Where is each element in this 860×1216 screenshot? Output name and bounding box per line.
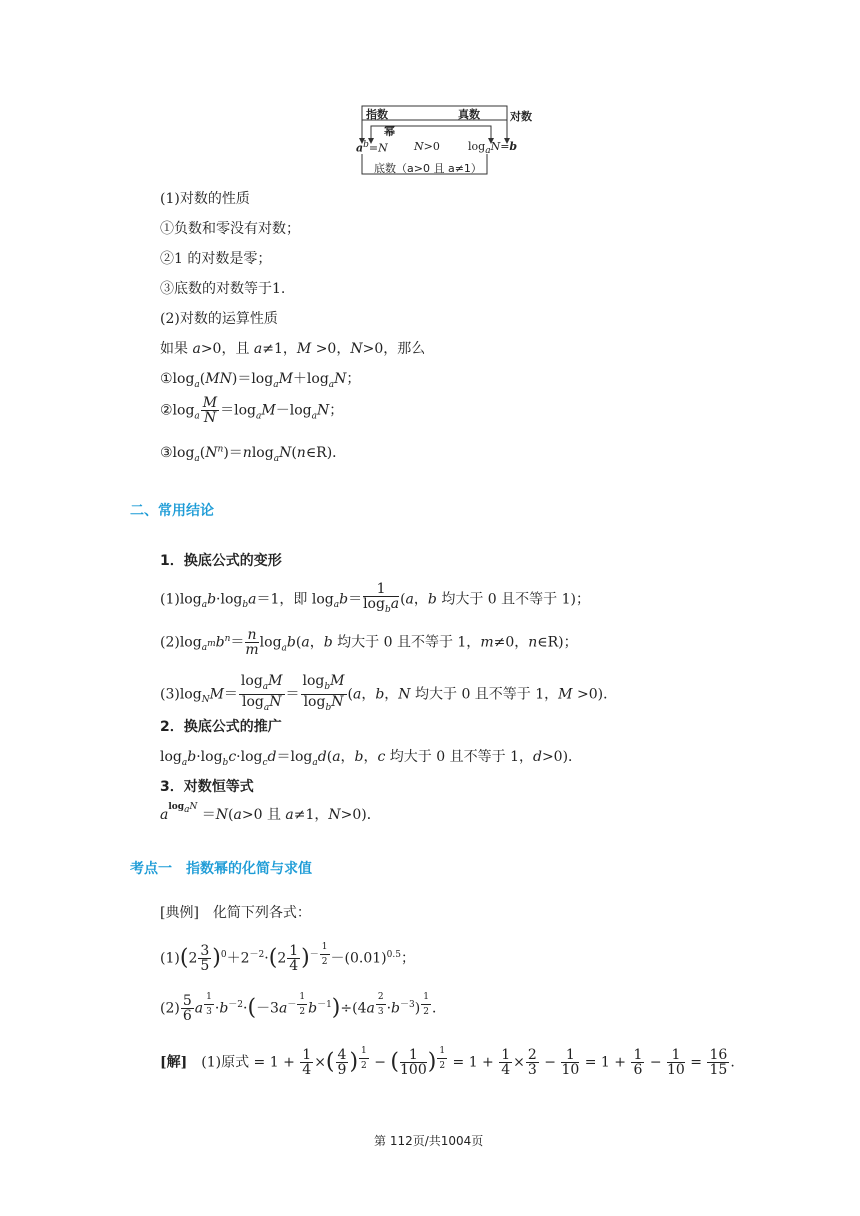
diagram-formula-exp: $a^b=N$ — [356, 140, 388, 155]
subheading-log-identity: 3．对数恒等式 — [160, 779, 254, 795]
formula-variant-3: $(3)\log_NM=$ $\frac{\log_aM}{\log_aN}$ ＝ $\frac{\log_bM}{\log_bN}$ (a，b，N 均大于 0 且不等于 1，M >0)． — [160, 673, 618, 713]
diagram-label-base: 底数（a>0 且 a≠1） — [374, 162, 482, 175]
diagram-label-log: 对数 — [510, 110, 532, 123]
subheading-change-of-base-generalization: 2．换底公式的推广 — [160, 719, 282, 735]
solution-prefix: (1)原式 — [201, 1054, 250, 1071]
example-problem-2: (2) $\frac{5}{6}$ a $^{\frac{1}{3}}$ $\cdot b^{-2}\cdot(-3a^{- \frac{1}{2}}$ $b^{-1})\div(4a$ $^{\frac{2}{3}}$ $\cdot b^{-3}$) $^{\frac{1}{2}}$ ． — [160, 992, 446, 1025]
property-3: ③底数的对数等于1. — [160, 281, 286, 297]
formula-generalization: $\log_ab\cdot\log_bc\cdot\log_cd=\log_ad(a$，b，c 均大于 0 且不等于 1，d>0)． — [160, 749, 583, 768]
property-2: ②1 的对数是零； — [160, 251, 272, 267]
condition-line: 如果 a>0，且 a≠1，M >0，N>0，那么 — [160, 341, 426, 357]
rule-quotient: $②\log_a$ $\frac{M}{N}$ $=\log_aM-\log_aN$； — [160, 395, 344, 426]
section-heading-topic-1: 考点一 指数幂的化简与求值 — [130, 861, 312, 877]
section-heading-common-conclusions: 二、常用结论 — [130, 503, 214, 519]
formula-log-identity: $a^{log_aN} =N(a>0$ 且 a≠1，N>0)． — [160, 802, 381, 823]
operation-properties-heading: (2)对数的运算性质 — [160, 311, 278, 327]
subheading-change-of-base-variants: 1．换底公式的变形 — [160, 553, 282, 569]
property-1: ①负数和零没有对数； — [160, 221, 300, 237]
formula-variant-2: $(2)\log_{a^m}b^n=$ $\frac{n}{m}$ $\log_ab(a$，b 均大于 0 且不等于 1，m≠0，n∈R)； — [160, 627, 578, 658]
page-footer: 第 112页/共1004页 — [374, 1134, 484, 1148]
diagram-label-power: 幂 — [384, 125, 395, 138]
rule-power: $③\log_a(N^n)=nlog_aN(n\in R)$． — [160, 444, 347, 464]
example-label: [典例] 化简下列各式： — [160, 905, 311, 921]
log-exp-diagram — [356, 104, 536, 180]
diagram-label-exponent: 指数 — [366, 108, 388, 121]
diagram-formula-cond: N>0 — [414, 140, 440, 153]
rule-product: $①\log_a(MN)=\log_aM+\log_aN$； — [160, 371, 361, 390]
diagram-label-antilog: 真数 — [458, 108, 480, 121]
example-problem-1: (1)(2 $\frac{3}{5}$ )$^0+2^{-2}\cdot(2$ $\frac{1}{4}$ )$^{- \frac{1}{2}}$ $-(0.01)^{0.5}$； — [160, 942, 415, 975]
example-solution: [解] (1)原式 = 1 + $\frac{1}{4}$ ×( $\frac{4}{9}$ ) $^{\frac{1}{2}}$ − ( $\frac{1}{100}$ ) $^{\frac{1}{2}}$ = 1 + $\frac{1}{4}$ × $\frac{2}{3}$ − $\frac{1}{10}$ = 1 + $\frac{1}{6}$ − $\frac{1}{10}$ = $\frac{16}{15}$ . — [160, 1046, 735, 1079]
formula-variant-1: $(1)\log_ab\cdot\log_ba=1$，即 $\log_ab=$ $\frac{1}{\log_ba}$ (a，b 均大于 0 且不等于 1)； — [160, 581, 590, 615]
log-properties-heading: (1)对数的性质 — [160, 191, 250, 207]
diagram-formula-log: $\log_aN=b$ — [468, 140, 518, 157]
solution-label: [解] — [160, 1054, 188, 1071]
